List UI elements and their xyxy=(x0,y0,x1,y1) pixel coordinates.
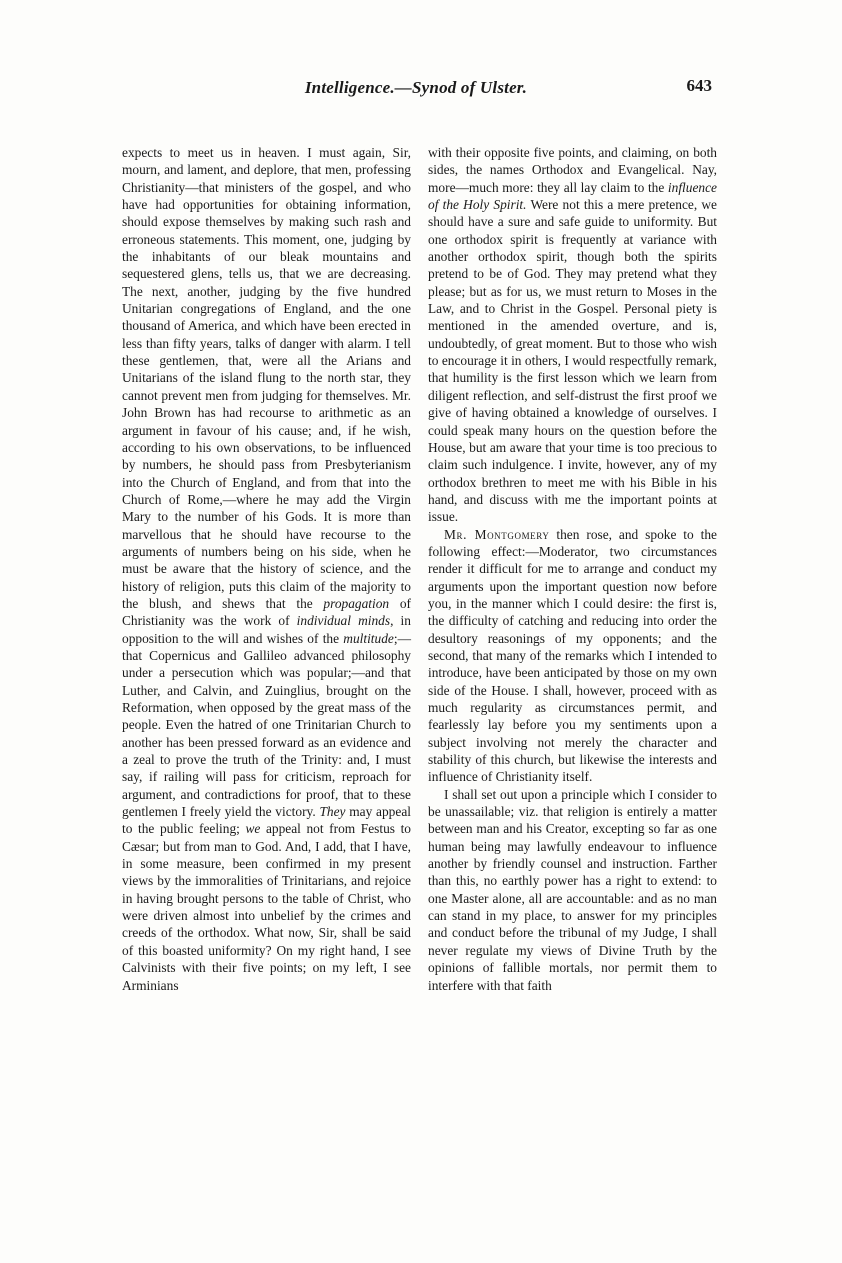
paragraph xyxy=(428,786,717,994)
text-run: appeal not from Festus to Cæsar; but from man to God. And, I add, that I have, in some measure, been confirmed in my present views by the immoralities of Trinitarians, and rejoice in having brought persons to the table of Christ, who were driven almost into unbelief by the crimes and creeds of the orthodox. What now, Sir, shall be said of this boasted uniformity? On my right hand, I see Calvinists with their five points; on my left, I see Arminians xyxy=(122,821,411,993)
text-run: then rose, and spoke to the following effect:—Moderator, two circumstances render it difficult for me to arrange and conduct my arguments upon the important question now before you, in the manner which I could desire: the first is, the difficulty of catching and reducing into order the desultory reasonings of my opponents; and the second, that many of the remarks which I intended to introduce, have been anticipated by those on my own side of the House. I shall, however, proceed with as much regularity as circumstances permit, and fearlessly lay before you my sentiments upon a subject involving not merely the character and stability of this church, but likewise the interests and influence of Christianity itself. xyxy=(428,526,717,785)
text-run: , in opposition to the will and wishes of the xyxy=(122,613,411,646)
text-run: of Christianity was the work of xyxy=(122,595,411,629)
emphasis: influence of the Holy Spirit. xyxy=(428,179,717,213)
emphasis: They xyxy=(319,804,346,820)
page-number: 643 xyxy=(686,76,712,95)
paragraph xyxy=(122,144,411,994)
speaker-name: Mr. Montgomery xyxy=(444,526,550,542)
emphasis: we xyxy=(245,821,261,837)
running-title: Intelligence.—Synod of Ulster. xyxy=(304,78,528,97)
text-run: ;—that Copernicus and Gallileo advanced philosophy under a persecution which was popular;—and that Luther, and Calvin, and Zuinglius, brought on the Reformation, when opposed by the great mass of the people. Even the hatred of one Trinitarian Church to another has been pressed forward as an evidence and a zeal to prove the truth of the Trinity: and, I must say, if railing will pass for criticism, reproach for argument, and contradictions for proof, that to these gentlemen I freely yield the victory. xyxy=(122,630,411,820)
emphasis: multitude xyxy=(343,630,394,646)
text-run: Were not this a mere pretence, we should have a sure and safe guide to uniformity. But one orthodox spirit is frequently at variance with another orthodox spirit, though both the spirits pretend to be of God. They may pretend what they please; but as for us, we must return to Moses in the Law, and to Christ in the Gospel. Personal piety is mentioned in the amended overture, and is, undoubtedly, of great moment. But to those who wish to encourage it in others, I would respectfully remark, that humility is the first lesson which we learn from diligent reflection, and self-distrust the first proof we give of having obtained a knowledge of ourselves. I could speak many hours on the question before the House, but am aware that your time is too precious to claim such indulgence. I invite, however, any of my orthodox brethren to meet me with his Bible in his hand, and discuss with me the important points at issue. xyxy=(428,197,717,525)
paragraph xyxy=(428,144,717,526)
text-run: with their opposite five points, and claiming, on both sides, the names Orthodox and Evangelical. Nay, more—much more: they all lay claim to the xyxy=(428,145,717,195)
text-run: expects to meet us in heaven. I must again, Sir, mourn, and lament, and deplore, that men, professing Christianity—that ministers of the gospel, and who have had opportunities for obtaining information, should expose themselves by making such rash and erroneous statements. This moment, one, judging by the inhabitants of our bleak mountains and sequestered glens, tells us, that we are decreasing. The next, another, judging by the five hundred Unitarian congregations of England, and the one thousand of America, and which have been erected in less than fifty years, talks of danger with alarm. I tell these gentlemen, that, were all the Arians and Unitarians of the island flung to the north star, they cannot prevent men from judging for themselves. Mr. John Brown has had recourse to arithmetic as an argument in favour of his cause; and, if he wish, according to his own observations, to be influenced by numbers, he should pass from Presbyterianism into the Church of England, and from that into the Church of Rome,—where he may add the Virgin Mary to the number of his Gods. It is more than marvellous that he should have recourse to the arguments of numbers being on his side, when he must be aware that the history of science, and the history of religion, puts this claim of the majority to the blush, and shews that the xyxy=(122,145,411,611)
right-column xyxy=(428,144,717,994)
emphasis: individual minds xyxy=(296,613,391,629)
paragraph xyxy=(428,526,717,786)
page-header xyxy=(120,72,712,112)
text-run: may appeal to the public feeling; xyxy=(122,804,411,837)
emphasis: propagation xyxy=(323,595,390,611)
left-column xyxy=(122,144,411,994)
text-run: I shall set out upon a principle which I consider to be unassailable; viz. that religion is entirely a matter between man and his Creator, excepting so far as one human being may lawfully endeavour to influence another by friendly counsel and instruction. Farther than this, no earthly power has a right to extend: to one Master alone, all are accountable: and as no man can stand in my place, to answer for my principles and conduct before the tribunal of my Judge, I shall never regulate my views of Divine Truth by the opinions of fallible mortals, nor permit them to interfere with that faith xyxy=(428,786,717,993)
